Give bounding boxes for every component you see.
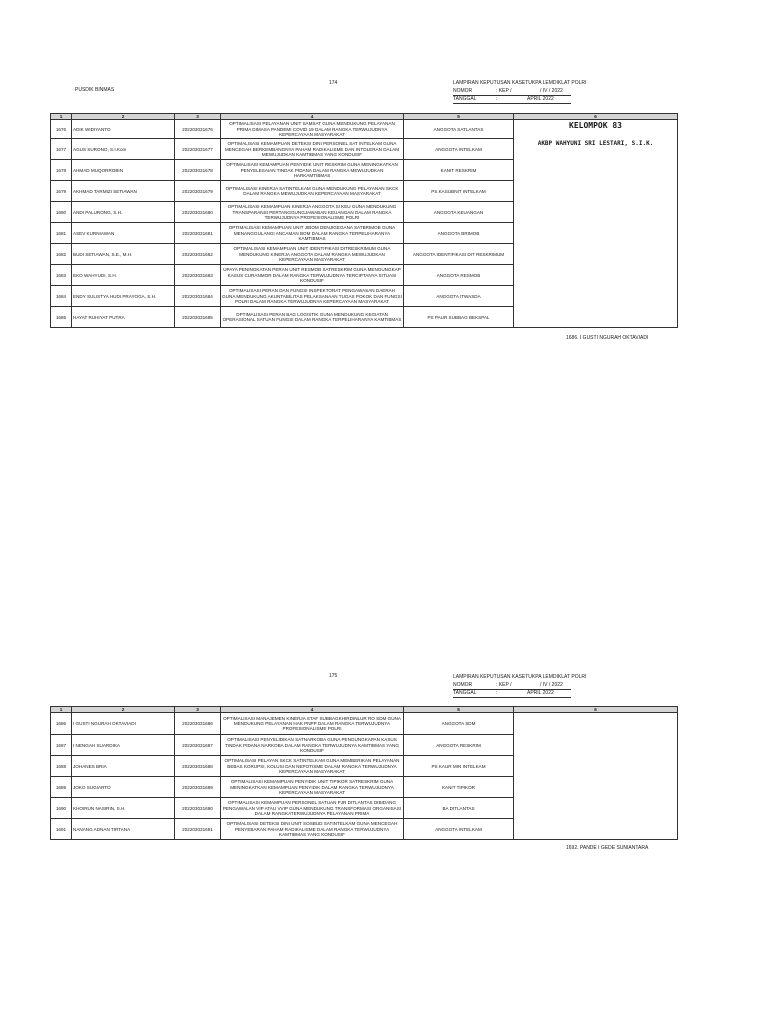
- row-name: ASEV KURNIAWAN: [72, 223, 175, 244]
- lampiran-header: [453, 673, 603, 697]
- tanggal-sep: :: [496, 690, 498, 696]
- row-name: JOKO SUGIARTO: [72, 777, 175, 798]
- row-position: ANGGOTA RESKRIM: [404, 735, 514, 756]
- row-number: 1687: [51, 735, 72, 756]
- lampiran-rule: [453, 697, 571, 698]
- row-id: 202203031676: [175, 120, 221, 139]
- row-number: 1679: [51, 181, 72, 202]
- group-leader: AKBP WAHYUNI SRI LESTARI, S.I.K.: [537, 139, 654, 147]
- lampiran-title: LAMPIRAN KEPUTUSAN KASETUKPA LEMDIKLAT POLRI: [453, 674, 587, 680]
- row-position: ANGGOTA RESMOB: [404, 265, 514, 286]
- row-title: OPTIMALISASI MANAJEMEN KINERJA STAF SUBBAGKHIRDINLUR RO SDM GUNA MENDUKUNG PELAYANAN HAK PNPP DALAM RANGKA TERWUJUDNYA PROFESIONALISME POLRI: [221, 713, 404, 735]
- nomor-value: / IV / 2022: [540, 682, 563, 688]
- lampiran-rule: [453, 103, 571, 104]
- row-name: ADIK WIDIYANTO: [72, 120, 175, 139]
- row-name: EKO WAHYUDI, S.H.: [72, 265, 175, 286]
- row-position: ANGGOTA INTELKAM: [404, 819, 514, 840]
- table-row: [51, 713, 678, 735]
- row-name: ANDI PALURONG, S.H.: [72, 202, 175, 223]
- next-entry: 1686. I GUSTI NGURAH OKTAVIADI: [566, 335, 649, 341]
- col-header: 4: [221, 114, 404, 120]
- nomor-sep: : KEP /: [496, 682, 512, 688]
- row-title: OPTIMALISASI PERAN DAN FUNGSI INSPEKTORAT PENGAWASAN DAERAH GUNA MENDUKUNG AKUNTABILITAS PELAKSANAAN TUGAS POKOK DAN FUNGSI POLRI DALAM RANGKA TERWUJUDNYA KEPERCAYAAN MASYARAKAT: [221, 286, 404, 307]
- row-name: KHOIRUN NASIRIN, S.H.: [72, 798, 175, 819]
- next-entry: 1692. PANDE I GEDE SUNIANTARA: [566, 845, 649, 851]
- row-number: 1683: [51, 265, 72, 286]
- nomor-label: NOMOR: [453, 88, 473, 94]
- table-row: [51, 120, 678, 139]
- row-id: 202203031678: [175, 160, 221, 181]
- row-title: OPTIMALISASI KEMAMPUAN PERSONEL SATUAN PJR DITLANTAS DIBIDANG PENGAWALAN VIP ATAU VVIP GUNA MENDUKUNG TRANSFORMASI ORGANISASI DALAM RANGKATERWUJUDNYA PELAYANAN PRIMA: [221, 798, 404, 819]
- row-title: OPTIMALISASI PELAYANAN UNIT SAMSAT GUNA MENDUKUNG PELAYANAN PRIMA DIMASA PANDEMI COVID 19 DALAM RANGKA TERWUJUDNYA KEPERCAYAAN MASYARAKAT: [221, 120, 404, 139]
- row-id: 202203031682: [175, 244, 221, 265]
- row-title: OPTIMALISASI KEMAMPUAN PENYIDIK UNIT RESKRIM GUNA MENINGKATKAN PENYELESAIAN TINDAK PIDANA DALAM RANGKA MEWUJUDKAN HARKAMTIBMAS: [221, 160, 404, 181]
- tanggal-sep: :: [496, 96, 498, 102]
- row-number: 1685: [51, 307, 72, 328]
- row-position: ANGGOTA ITWASDA: [404, 286, 514, 307]
- row-title: OPTIMALISASI KINERJA SATINTELKAM GUNA MENDUKUNG PELAYANAN SKCK DALAM RANGKA MEWUJUDKAN KEPERCAYAAN MASYARAKAT: [221, 181, 404, 202]
- row-position: ANGGOTA SATLANTAS: [404, 120, 514, 139]
- row-position: ANGGOTA SDM: [404, 713, 514, 735]
- row-title: OPTIMALISASI KEMAMPUAN UNIT IDENTIFIKASI DITRESKRIMUM GUNA MENDUKUNG KINERJA ANGGOTA DALAM RANGKA MEWUJUDKAN KEPERCAYAAN MASYARAKAT: [221, 244, 404, 265]
- lampiran-rule: [453, 689, 571, 690]
- row-number: 1689: [51, 777, 72, 798]
- row-position: KANIT RESKRIM: [404, 160, 514, 181]
- group-cell: [514, 713, 678, 840]
- row-id: 202203031691: [175, 819, 221, 840]
- row-id: 202203031683: [175, 265, 221, 286]
- col-header: 3: [175, 114, 221, 120]
- row-title: OPTIMALISASI PENYELIDIKAN SATNARKOBA GUNA PENGUNGKAPAN KASUS TINDAK PIDANA NARKOBA DALAM RANGKA TERWUJUDNYA KAMTIBMAS YANG KONDUSIF: [221, 735, 404, 756]
- col-header: 2: [72, 114, 175, 120]
- nomor-sep: : KEP /: [496, 88, 512, 94]
- row-position: ANGGOTA INTELKAM: [404, 139, 514, 160]
- lampiran-title: LAMPIRAN KEPUTUSAN KASETUKPA LEMDIKLAT POLRI: [453, 80, 587, 86]
- row-number: 1686: [51, 713, 72, 735]
- row-position: KANIT TIPIKOR: [404, 777, 514, 798]
- col-header: 1: [51, 707, 72, 713]
- row-title: OPTIMALISASI KEMAMPUAN UNIT JIBOM DENJIGEGANA SATBRIMOB GUNA MENANGGULANGI ANCAMAN BOM DALAM RANGKA TERPELIHARANYA KAMTIBMAS: [221, 223, 404, 244]
- row-id: 202203031686: [175, 713, 221, 735]
- row-title: OPTIMALISASI PERAN BAG LOGISTIK GUNA MENDUKUNG KEGIATAN OPERASIONAL SATUAN FUNGSI DALAM RANGKA TERPELIHARANYA KAMTIBMAS: [221, 307, 404, 328]
- row-title: OPTIMALISASI KEMAMPUAN DETEKSI DINI PERSONEL SAT INTELKAM GUNA MENCEGAH BERKEMBANGNYA PAHAM RADIKALISME DAN INTOLERAN DALAM MEWUJUDKAN KAMTIBMAS YANG KONDUSIF: [221, 139, 404, 160]
- row-id: 202203031680: [175, 202, 221, 223]
- row-id: 202203031677: [175, 139, 221, 160]
- personnel-table: [50, 706, 678, 840]
- tanggal-label: TANGGAL: [453, 690, 477, 696]
- row-number: 1678: [51, 160, 72, 181]
- col-header: 6: [514, 114, 678, 120]
- row-number: 1677: [51, 139, 72, 160]
- col-header: 6: [514, 707, 678, 713]
- row-name: NANANG ADNAN TIRTANA: [72, 819, 175, 840]
- col-header: 2: [72, 707, 175, 713]
- col-header: 5: [404, 707, 514, 713]
- row-id: 202203031685: [175, 307, 221, 328]
- org-name: PUSDIK BINMAS: [75, 87, 115, 93]
- row-id: 202203031684: [175, 286, 221, 307]
- row-name: AGUS SURONO, S.I.Kom: [72, 139, 175, 160]
- col-header: 5: [404, 114, 514, 120]
- lampiran-rule: [453, 95, 571, 96]
- row-id: 202203031687: [175, 735, 221, 756]
- row-number: 1690: [51, 798, 72, 819]
- row-title: OPTIMALISASI PELAYAN SKCK SATINTELKAM GUNA MEMBERIKAN PELAYANAN BEBAS KORUPSI, KOLUSI DAN NEPOTISME DALAM RANGKA TERWUJUDNYA KEPERCAYAAN MASYARAKAT: [221, 756, 404, 777]
- col-header: 3: [175, 707, 221, 713]
- row-number: 1691: [51, 819, 72, 840]
- row-number: 1688: [51, 756, 72, 777]
- row-name: AKHMAD TARMIZI SETIAWAN: [72, 181, 175, 202]
- row-name: ENDY SULISTYA HUDI PRAYOGA, S.H.: [72, 286, 175, 307]
- group-cell: [514, 120, 678, 328]
- col-header: 1: [51, 114, 72, 120]
- row-name: HAYAT RUHIYAT PUTRA: [72, 307, 175, 328]
- row-name: JOHANES BRIA: [72, 756, 175, 777]
- tanggal-value: APRIL 2022: [527, 96, 554, 102]
- row-title: UPAYA PENINGKATAN PERAN UNIT RESMOB SATRESKRIM GUNA MENGUNGKAP KASUS CURANMOR DALAM RANGKA TERWUJUDNYA TERCIPTANYA SITUASI KONDUSIF: [221, 265, 404, 286]
- nomor-value: / IV / 2022: [540, 88, 563, 94]
- row-title: OPTIMALISASI KEMAMPUAN KINERJA ANGGOTA SI KEU GUNA MENDUKUNG TRANSPARANSI PERTANGGUNGJAWABAN KEUANGAN DALAM RANGKA TERWUJUDNYA PROFESIONALISME POLRI: [221, 202, 404, 223]
- row-id: 202203031690: [175, 798, 221, 819]
- row-number: 1676: [51, 120, 72, 139]
- col-header: 4: [221, 707, 404, 713]
- row-number: 1681: [51, 223, 72, 244]
- row-position: PS KAUR MIN INTELKAM: [404, 756, 514, 777]
- row-name: I GUSTI NGURAH OKTAVIADI: [72, 713, 175, 735]
- row-name: AHMAD MUQORROBIN: [72, 160, 175, 181]
- group-label: KELOMPOK 83: [569, 121, 622, 131]
- row-id: 202203031688: [175, 756, 221, 777]
- row-position: PS PAUR SUBBAG BEKSPAL: [404, 307, 514, 328]
- row-name: BUDI SETIAWAN, S.E., M.H.: [72, 244, 175, 265]
- row-id: 202203031679: [175, 181, 221, 202]
- personnel-table: [50, 113, 678, 328]
- tanggal-value: APRIL 2022: [527, 690, 554, 696]
- row-id: 202203031689: [175, 777, 221, 798]
- row-number: 1680: [51, 202, 72, 223]
- page-number: 175: [329, 673, 338, 679]
- row-title: OPTIMALISASI KEMAMPUAN PENYIDIK UNIT TIPIKOR SATRESKRIM GUNA MENINGKATKAN KEMAMPUAN PENYIDIK DALAM RANGKA TERWUJUDNYA KEPERCAYAAN MASYARAKAT: [221, 777, 404, 798]
- row-position: PS.KASUBNIT INTELKAM: [404, 181, 514, 202]
- row-position: ANGGOTA IDENTIFIKASI DIT RESKRIMUM: [404, 244, 514, 265]
- row-number: 1684: [51, 286, 72, 307]
- row-number: 1682: [51, 244, 72, 265]
- row-name: I NENGAH SUARDIKA: [72, 735, 175, 756]
- lampiran-header: [453, 79, 603, 103]
- tanggal-label: TANGGAL: [453, 96, 477, 102]
- page-number: 174: [329, 80, 338, 86]
- row-position: BA DITLANTAS: [404, 798, 514, 819]
- row-position: ANGGOTA KEUANGAN: [404, 202, 514, 223]
- row-position: ANGGOTA BRIMOB: [404, 223, 514, 244]
- nomor-label: NOMOR: [453, 682, 473, 688]
- row-id: 202203031681: [175, 223, 221, 244]
- row-title: OPTIMALISASI DETEKSI DINI UNIT SOSBUD SATINTELKAM GUNA MENCEGAH PENYEBARAN PAHAM RADIKALISME DALAM RANGKA TERWUJUDNYA KAMTIBMAS YANG KONDUSIF: [221, 819, 404, 840]
